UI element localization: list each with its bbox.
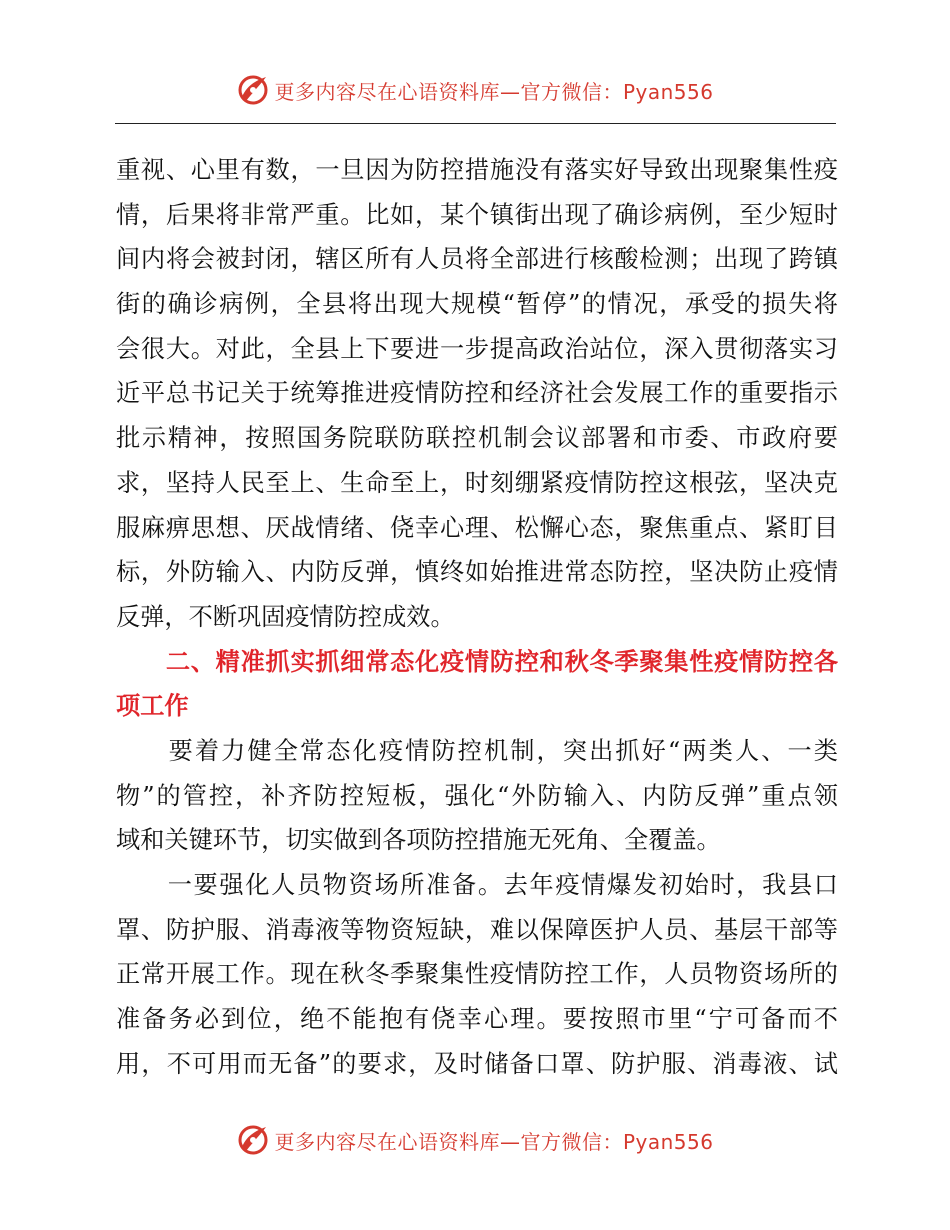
paragraph-line: 情，后果将非常严重。比如，某个镇街出现了确诊病例，至少短时 bbox=[116, 200, 838, 229]
section-heading-line: 二、精准抓实抓细常态化疫情防控和秋冬季聚集性疫情防控各 bbox=[116, 647, 838, 676]
paragraph-line: 求，坚持人民至上、生命至上，时刻绷紧疫情防控这根弦，坚决克 bbox=[116, 468, 838, 497]
paragraph-line: 正常开展工作。现在秋冬季聚集性疫情防控工作，人员物资场所的 bbox=[116, 960, 838, 989]
paragraph-line: 要着力健全常态化疫情防控机制，突出抓好“两类人、一类 bbox=[116, 736, 838, 765]
paragraph-line: 罩、防护服、消毒液等物资短缺，难以保障医护人员、基层干部等 bbox=[116, 915, 838, 944]
header-watermark bbox=[0, 70, 950, 110]
paragraph-line: 街的确诊病例，全县将出现大规模“暂停”的情况，承受的损失将 bbox=[116, 290, 838, 319]
paragraph-line: 标，外防输入、内防反弹，慎终如始推进常态防控，坚决防止疫情 bbox=[116, 558, 838, 587]
section-heading-line: 项工作 bbox=[116, 692, 189, 721]
paragraph-line: 域和关键环节，切实做到各项防控措施无死角、全覆盖。 bbox=[116, 826, 721, 855]
paragraph-line: 准备务必到位，绝不能抱有侥幸心理。要按照市里“宁可备而不 bbox=[116, 1005, 838, 1034]
watermark-text: 更多内容尽在心语资料库—官方微信：Pyan556 bbox=[274, 79, 714, 104]
watermark-text: 更多内容尽在心语资料库—官方微信：Pyan556 bbox=[274, 1129, 714, 1154]
document-body bbox=[116, 148, 838, 1086]
logo-icon bbox=[236, 1123, 270, 1157]
paragraph-line: 近平总书记关于统筹推进疫情防控和经济社会发展工作的重要指示 bbox=[116, 379, 838, 408]
paragraph-line: 重视、心里有数，一旦因为防控措施没有落实好导致出现聚集性疫 bbox=[116, 156, 838, 184]
paragraph-line: 服麻痹思想、厌战情绪、侥幸心理、松懈心态，聚焦重点、紧盯目 bbox=[116, 513, 838, 542]
footer-watermark bbox=[0, 1120, 950, 1160]
paragraph-line: 间内将会被封闭，辖区所有人员将全部进行核酸检测；出现了跨镇 bbox=[116, 245, 838, 274]
header-divider bbox=[115, 123, 836, 124]
logo-icon bbox=[236, 73, 270, 107]
paragraph-line: 用，不可用而无备”的要求，及时储备口罩、防护服、消毒液、试 bbox=[116, 1049, 838, 1078]
paragraph-line: 一要强化人员物资场所准备。去年疫情爆发初始时，我县口 bbox=[116, 871, 838, 899]
paragraph-line: 批示精神，按照国务院联防联控机制会议部署和市委、市政府要 bbox=[116, 424, 838, 453]
paragraph-line: 物”的管控，补齐防控短板，强化“外防输入、内防反弹”重点领 bbox=[116, 781, 838, 810]
paragraph-line: 反弹，不断巩固疫情防控成效。 bbox=[116, 602, 455, 631]
paragraph-line: 会很大。对此，全县上下要进一步提高政治站位，深入贯彻落实习 bbox=[116, 334, 838, 363]
